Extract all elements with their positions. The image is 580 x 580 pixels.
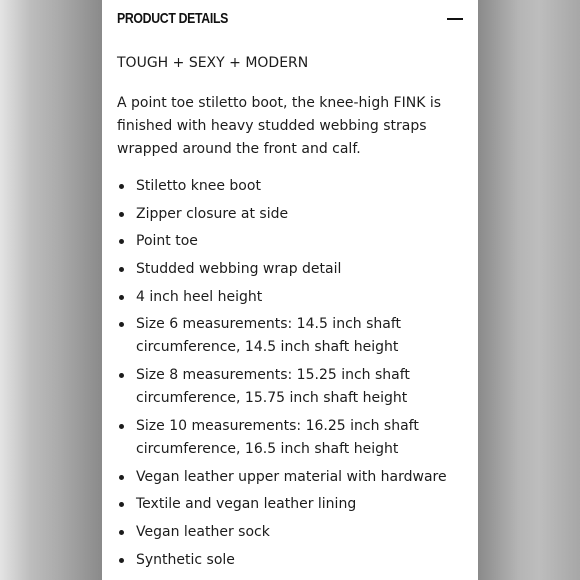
bullet-icon xyxy=(119,475,124,480)
background-right xyxy=(478,0,580,580)
bullet-icon xyxy=(119,530,124,535)
bullet-icon xyxy=(119,502,124,507)
bullet-icon xyxy=(119,373,124,378)
feature-text: Textile and vegan leather lining xyxy=(136,496,357,513)
list-item xyxy=(117,364,467,410)
list-item xyxy=(117,258,467,281)
list-item xyxy=(117,521,467,544)
bullet-icon xyxy=(119,295,124,300)
bullet-icon xyxy=(119,322,124,327)
feature-text: Vegan leather sock xyxy=(136,523,270,540)
list-item xyxy=(117,203,467,226)
feature-text: Stiletto knee boot xyxy=(136,178,261,194)
bullet-icon xyxy=(119,184,124,189)
feature-text: Synthetic sole xyxy=(136,551,235,568)
bullet-icon xyxy=(119,558,124,563)
list-item xyxy=(117,466,467,489)
list-item xyxy=(117,175,467,198)
section-title: PRODUCT DETAILS xyxy=(117,10,229,27)
accordion-header[interactable] xyxy=(102,0,478,40)
product-description: A point toe stiletto boot, the knee-high FINK is finished with heavy studded webbing straps wrapped around the front and calf. xyxy=(117,95,442,157)
feature-text: Vegan leather upper material with hardware xyxy=(136,468,447,485)
list-item xyxy=(117,286,467,309)
list-item xyxy=(117,493,467,516)
bullet-icon xyxy=(119,212,124,217)
bullet-icon xyxy=(119,424,124,429)
list-item xyxy=(117,313,467,359)
feature-list xyxy=(117,175,467,576)
collapse-button[interactable] xyxy=(444,10,466,28)
list-item xyxy=(117,549,467,572)
product-details-panel xyxy=(102,0,478,580)
background-left xyxy=(0,0,102,580)
bullet-icon xyxy=(119,239,124,244)
list-item xyxy=(117,415,467,461)
bullet-icon xyxy=(119,267,124,272)
feature-text: Studded webbing wrap detail xyxy=(136,261,342,278)
minus-icon xyxy=(447,18,463,20)
feature-text: Point toe xyxy=(136,233,198,250)
list-item xyxy=(117,230,467,253)
feature-text: 4 inch heel height xyxy=(136,288,263,305)
feature-text: Size 10 measurements: 16.25 inch shaft circumference, 16.5 inch shaft height xyxy=(136,417,419,457)
feature-text: Size 6 measurements: 14.5 inch shaft circumference, 14.5 inch shaft height xyxy=(136,316,402,356)
product-tagline: TOUGH + SEXY + MODERN xyxy=(117,55,309,71)
feature-text: Size 8 measurements: 15.25 inch shaft circumference, 15.75 inch shaft height xyxy=(136,367,410,407)
feature-text: Zipper closure at side xyxy=(136,205,289,222)
